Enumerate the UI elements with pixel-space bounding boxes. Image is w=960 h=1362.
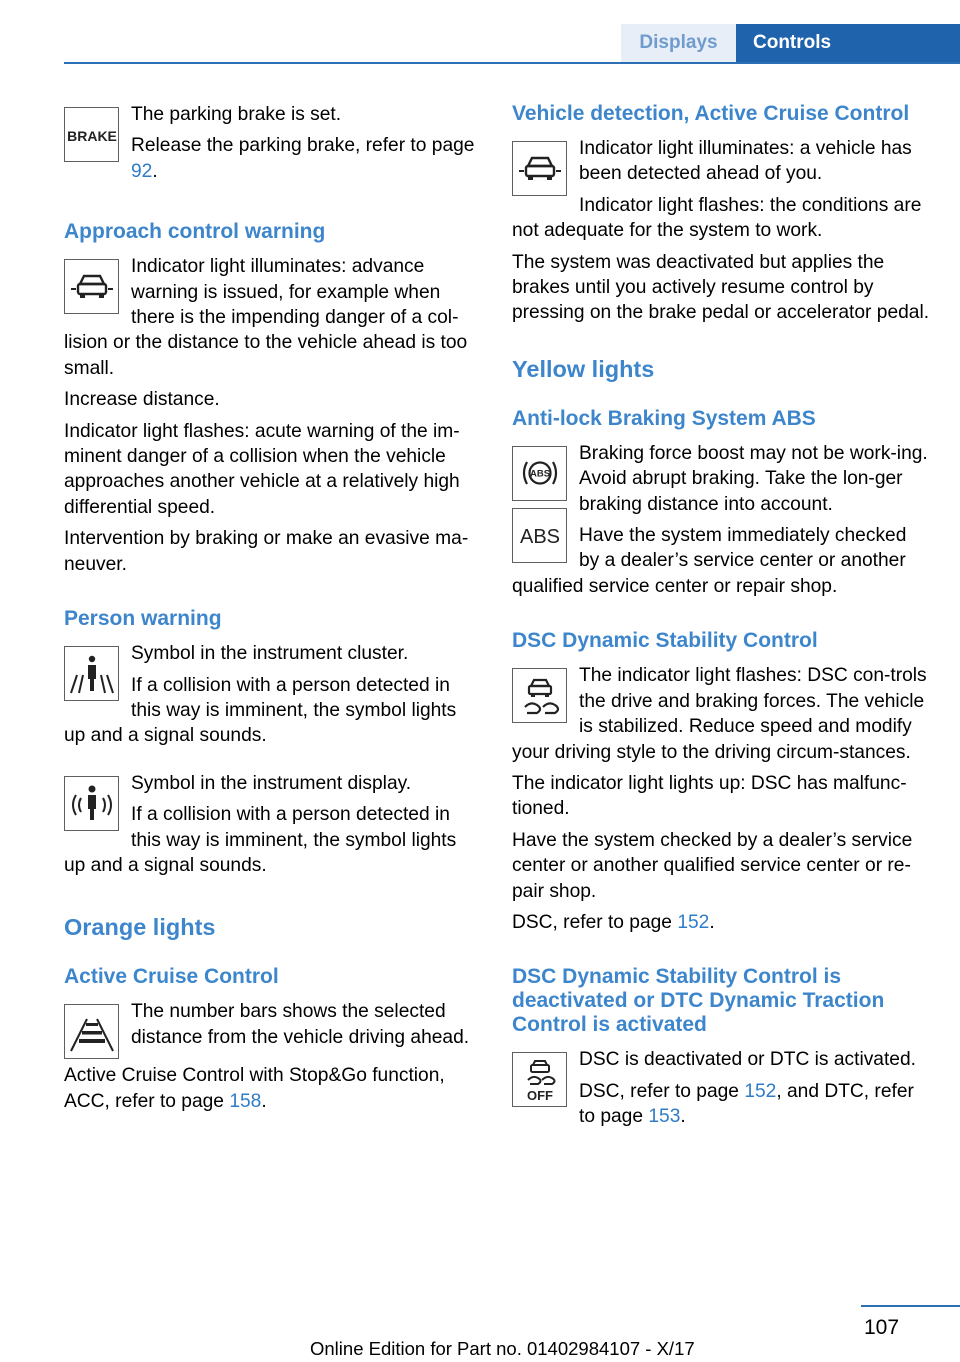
abs-icons (512, 441, 567, 563)
approach-text-3: Indicator light flashes: acute warning of the im‐minent danger of a collision when the vehicle approaches another vehicle at a relatively high differential speed. (64, 420, 460, 518)
vehicle-detected-icon (512, 141, 567, 196)
page-link-152[interactable]: 152 (677, 911, 710, 933)
svg-text:ABS: ABS (519, 526, 560, 549)
abs-text-2: Have the system immediately checked by a dealer’s service center or another qualified service center or repair shop. (512, 525, 907, 597)
tab-displays[interactable]: Displays (621, 24, 736, 62)
acc-text-1: The number bars shows the selected distance from the vehicle driving ahead. (131, 1001, 470, 1048)
approach-text-2: Increase distance. (64, 389, 220, 411)
dsc-text-4: DSC, refer to page 152. (512, 911, 715, 933)
person-display-block (64, 771, 478, 885)
brake-icon (64, 107, 119, 162)
abs-block (512, 441, 930, 605)
page-link-153[interactable]: 153 (648, 1106, 681, 1128)
dsc-heading: DSC Dynamic Stability Control (512, 629, 818, 653)
page-link-152b[interactable]: 152 (744, 1080, 777, 1102)
parking-brake-block (64, 102, 478, 190)
footer-rule (861, 1305, 960, 1307)
person-display-text-1: Symbol in the instrument display. (131, 772, 412, 794)
svg-text:OFF: OFF (526, 1087, 553, 1103)
dsc-off-heading: DSC Dynamic Stability Control is deactivated or DTC Dynamic Traction Control is activated (512, 965, 885, 1037)
page-link-158[interactable]: 158 (229, 1090, 262, 1112)
edition-note: Online Edition for Part no. 01402984107 - X/17 (310, 1338, 695, 1359)
approach-text-4: Intervention by braking or make an evasive ma‐neuver. (64, 528, 469, 575)
vehicle-detection-heading: Vehicle detection, Active Cruise Control (512, 102, 910, 125)
person-cluster-text-1: Symbol in the instrument cluster. (131, 643, 409, 665)
pedestrian-cluster-icon (64, 646, 119, 701)
person-cluster-block (64, 641, 478, 755)
page-link-92[interactable]: 92 (131, 160, 153, 182)
abs-heading: Anti-lock Braking System ABS (512, 406, 816, 430)
abs-text-1: Braking force boost may not be work‐ing. Avoid abrupt braking. Take the lon‐ger braking distance into account. (579, 442, 928, 515)
svg-text:ABS: ABS (529, 468, 550, 480)
acc-text-2: Active Cruise Control with Stop&Go function, ACC, refer to page 158. (64, 1065, 445, 1112)
abs-text-icon (512, 508, 567, 563)
svg-text:BRAKE: BRAKE (66, 127, 117, 144)
dsc-off-block (512, 1047, 930, 1135)
tab-controls[interactable]: Controls (736, 24, 960, 62)
dsc-off-text-1: DSC is deactivated or DTC is activated. (579, 1049, 916, 1071)
dsc-off-text-2: DSC, refer to page 152, and DTC, refer to page 153. (579, 1080, 914, 1128)
dsc-block (512, 663, 930, 771)
person-heading: Person warning (64, 607, 222, 631)
vehicle-text-2: Indicator light flashes: the conditions are not adequate for the system to work. (512, 194, 922, 242)
approach-heading: Approach control warning (64, 220, 326, 244)
pedestrian-display-icon (64, 776, 119, 831)
orange-lights-heading: Orange lights (64, 914, 216, 941)
dsc-skid-icon (512, 668, 567, 723)
header-rule (64, 62, 960, 64)
brake-text-1: The parking brake is set. (131, 104, 342, 125)
distance-bars-icon (64, 1004, 119, 1059)
dsc-text-1: The indicator light flashes: DSC con‐trols the drive and braking forces. The vehicle is stabilized. Reduce speed and modify your driving style to the driving circum‐stances. (512, 665, 927, 763)
dsc-off-icon (512, 1052, 567, 1107)
vehicle-text-3: The system was deactivated but applies the brakes until you actively resume control by pressing on the brake pedal or accelerator pedal. (512, 251, 930, 324)
brake-text-2: Release the parking brake, refer to page 92. (131, 135, 475, 182)
dsc-text-3: Have the system checked by a dealer’s service center or another qualified service center or re‐pair shop. (512, 829, 913, 902)
right-column (512, 102, 930, 1136)
person-display-text-2: If a collision with a person detected in this way is imminent, the symbol lights up and a signal sounds. (64, 804, 457, 876)
dsc-text-2: The indicator light lights up: DSC has malfunc‐tioned. (512, 772, 907, 820)
page-number: 107 (864, 1316, 900, 1339)
vehicle-warning-icon (64, 259, 119, 314)
yellow-lights-heading: Yellow lights (512, 355, 655, 382)
abs-circle-icon (512, 446, 567, 501)
vehicle-detection-block (512, 136, 930, 250)
person-cluster-text-2: If a collision with a person detected in this way is imminent, the symbol lights up and a signal sounds. (64, 674, 457, 747)
approach-block (64, 254, 478, 387)
vehicle-text-1: Indicator light illuminates: a vehicle has been detected ahead of you. (579, 138, 912, 185)
acc-heading: Active Cruise Control (64, 965, 279, 989)
approach-text-1: Indicator light illuminates: advance warning is issued, for example when there is the impending danger of a col‐lision or the distance to the vehicle ahead is too small. (64, 256, 468, 379)
left-column (64, 102, 478, 1120)
acc-block (64, 999, 478, 1063)
